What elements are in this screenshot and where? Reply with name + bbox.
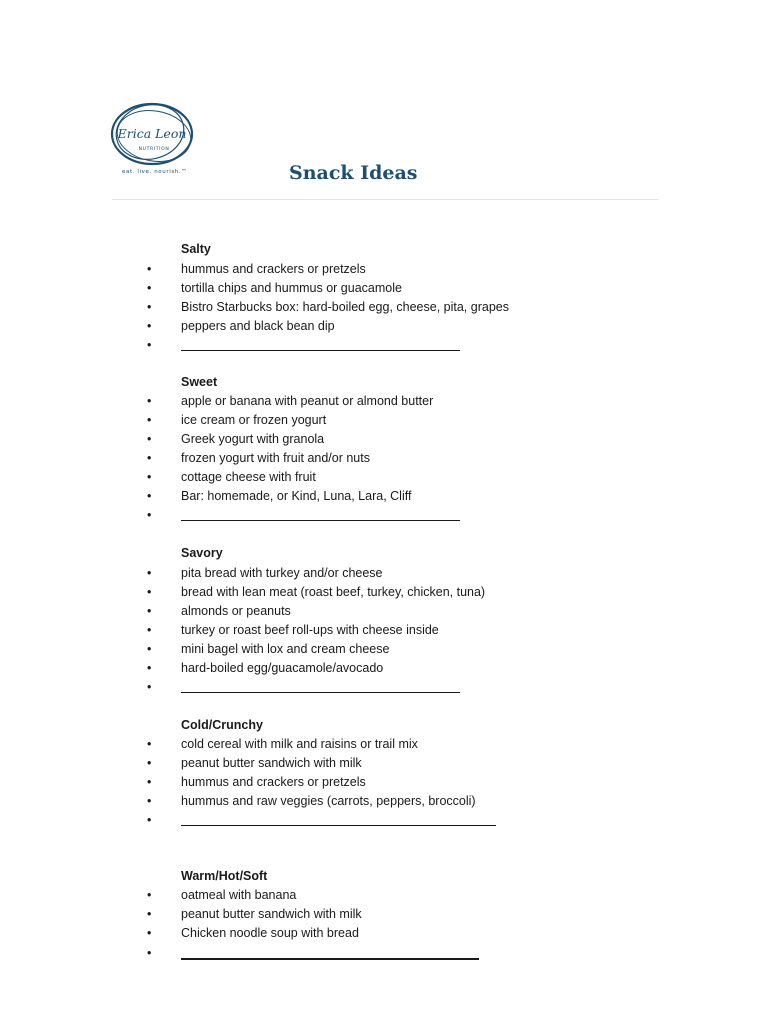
list-item: [0, 470, 768, 489]
section-heading: Savory: [181, 546, 223, 560]
list-item: [0, 413, 768, 432]
bullet: •: [147, 661, 152, 675]
bullet: •: [147, 413, 152, 427]
bullet: •: [147, 775, 152, 789]
list-item: [0, 661, 768, 680]
logo-script-text: Erica Leon: [117, 126, 187, 141]
list-item-text: Greek yogurt with granola: [181, 432, 325, 446]
bullet: •: [147, 319, 152, 333]
list-item: [0, 281, 768, 300]
blank-list-item: [0, 946, 768, 965]
list-item-text: bread with lean meat (roast beef, turkey, chicken, tuna): [181, 585, 486, 599]
list-item-text: peanut butter sandwich with milk: [181, 756, 362, 770]
list-item: [0, 604, 768, 623]
bullet: •: [147, 585, 152, 599]
list-item: [0, 756, 768, 775]
list-item: [0, 907, 768, 926]
list-item: [0, 926, 768, 945]
list-item-text: hard-boiled egg/guacamole/avocado: [181, 661, 384, 675]
page-title: Snack Ideas: [289, 162, 418, 184]
section-heading: Cold/Crunchy: [181, 718, 263, 732]
list-item: [0, 489, 768, 508]
list-item-text: peppers and black bean dip: [181, 319, 335, 333]
bullet: •: [147, 394, 152, 408]
write-in-line: [181, 350, 460, 351]
bullet: •: [147, 604, 152, 618]
list-item-text: Chicken noodle soup with bread: [181, 926, 359, 940]
section-heading: Warm/Hot/Soft: [181, 869, 268, 883]
blank-list-item: [0, 338, 768, 357]
bullet: •: [147, 888, 152, 902]
list-item: [0, 300, 768, 319]
list-item: [0, 432, 768, 451]
list-item: [0, 262, 768, 281]
bullet: •: [147, 794, 152, 808]
list-item-text: Bistro Starbucks box: hard-boiled egg, cheese, pita, grapes: [181, 300, 509, 314]
list-item-text: oatmeal with banana: [181, 888, 297, 902]
bullet: •: [147, 737, 152, 751]
bullet: •: [147, 756, 152, 770]
list-item: [0, 566, 768, 585]
write-in-line: [181, 825, 496, 826]
logo-sub-text: NUTRITION: [138, 147, 170, 152]
list-item: [0, 775, 768, 794]
bullet: •: [147, 338, 152, 352]
list-item-text: hummus and crackers or pretzels: [181, 262, 366, 276]
list-item: [0, 451, 768, 470]
list-item: [0, 623, 768, 642]
blank-list-item: [0, 680, 768, 699]
bullet: •: [147, 623, 152, 637]
header-divider: [112, 199, 659, 200]
list-item-text: apple or banana with peanut or almond butter: [181, 394, 434, 408]
list-item-text: ice cream or frozen yogurt: [181, 413, 327, 427]
bullet: •: [147, 451, 152, 465]
write-in-line: [181, 692, 460, 693]
list-item-text: Bar: homemade, or Kind, Luna, Lara, Cliff: [181, 489, 412, 503]
bullet: •: [147, 813, 152, 827]
bullet: •: [147, 508, 152, 522]
bullet: •: [147, 642, 152, 656]
write-in-line: [181, 520, 460, 521]
write-in-line: [181, 958, 479, 960]
list-item: [0, 737, 768, 756]
list-item-text: turkey or roast beef roll-ups with cheese inside: [181, 623, 439, 637]
list-item: [0, 794, 768, 813]
bullet: •: [147, 281, 152, 295]
bullet: •: [147, 300, 152, 314]
list-item: [0, 888, 768, 907]
list-item-text: hummus and crackers or pretzels: [181, 775, 366, 789]
bullet: •: [147, 489, 152, 503]
bullet: •: [147, 432, 152, 446]
bullet: •: [147, 907, 152, 921]
list-item-text: pita bread with turkey and/or cheese: [181, 566, 383, 580]
section-heading: Sweet: [181, 375, 218, 389]
bullet: •: [147, 946, 152, 960]
blank-list-item: [0, 508, 768, 527]
blank-list-item: [0, 813, 768, 832]
list-item-text: hummus and raw veggies (carrots, peppers, broccoli): [181, 794, 476, 808]
list-item-text: peanut butter sandwich with milk: [181, 907, 362, 921]
bullet: •: [147, 680, 152, 694]
list-item: [0, 394, 768, 413]
logo-tagline: eat. live. nourish.™: [122, 169, 188, 175]
list-item-text: frozen yogurt with fruit and/or nuts: [181, 451, 370, 465]
bullet: •: [147, 926, 152, 940]
list-item-text: mini bagel with lox and cream cheese: [181, 642, 390, 656]
bullet: •: [147, 566, 152, 580]
list-item: [0, 585, 768, 604]
bullet: •: [147, 470, 152, 484]
list-item: [0, 642, 768, 661]
section-heading: Salty: [181, 242, 211, 256]
list-item: [0, 319, 768, 338]
list-item-text: cottage cheese with fruit: [181, 470, 316, 484]
list-item-text: cold cereal with milk and raisins or trail mix: [181, 737, 418, 751]
list-item-text: almonds or peanuts: [181, 604, 291, 618]
list-item-text: tortilla chips and hummus or guacamole: [181, 281, 402, 295]
bullet: •: [147, 262, 152, 276]
